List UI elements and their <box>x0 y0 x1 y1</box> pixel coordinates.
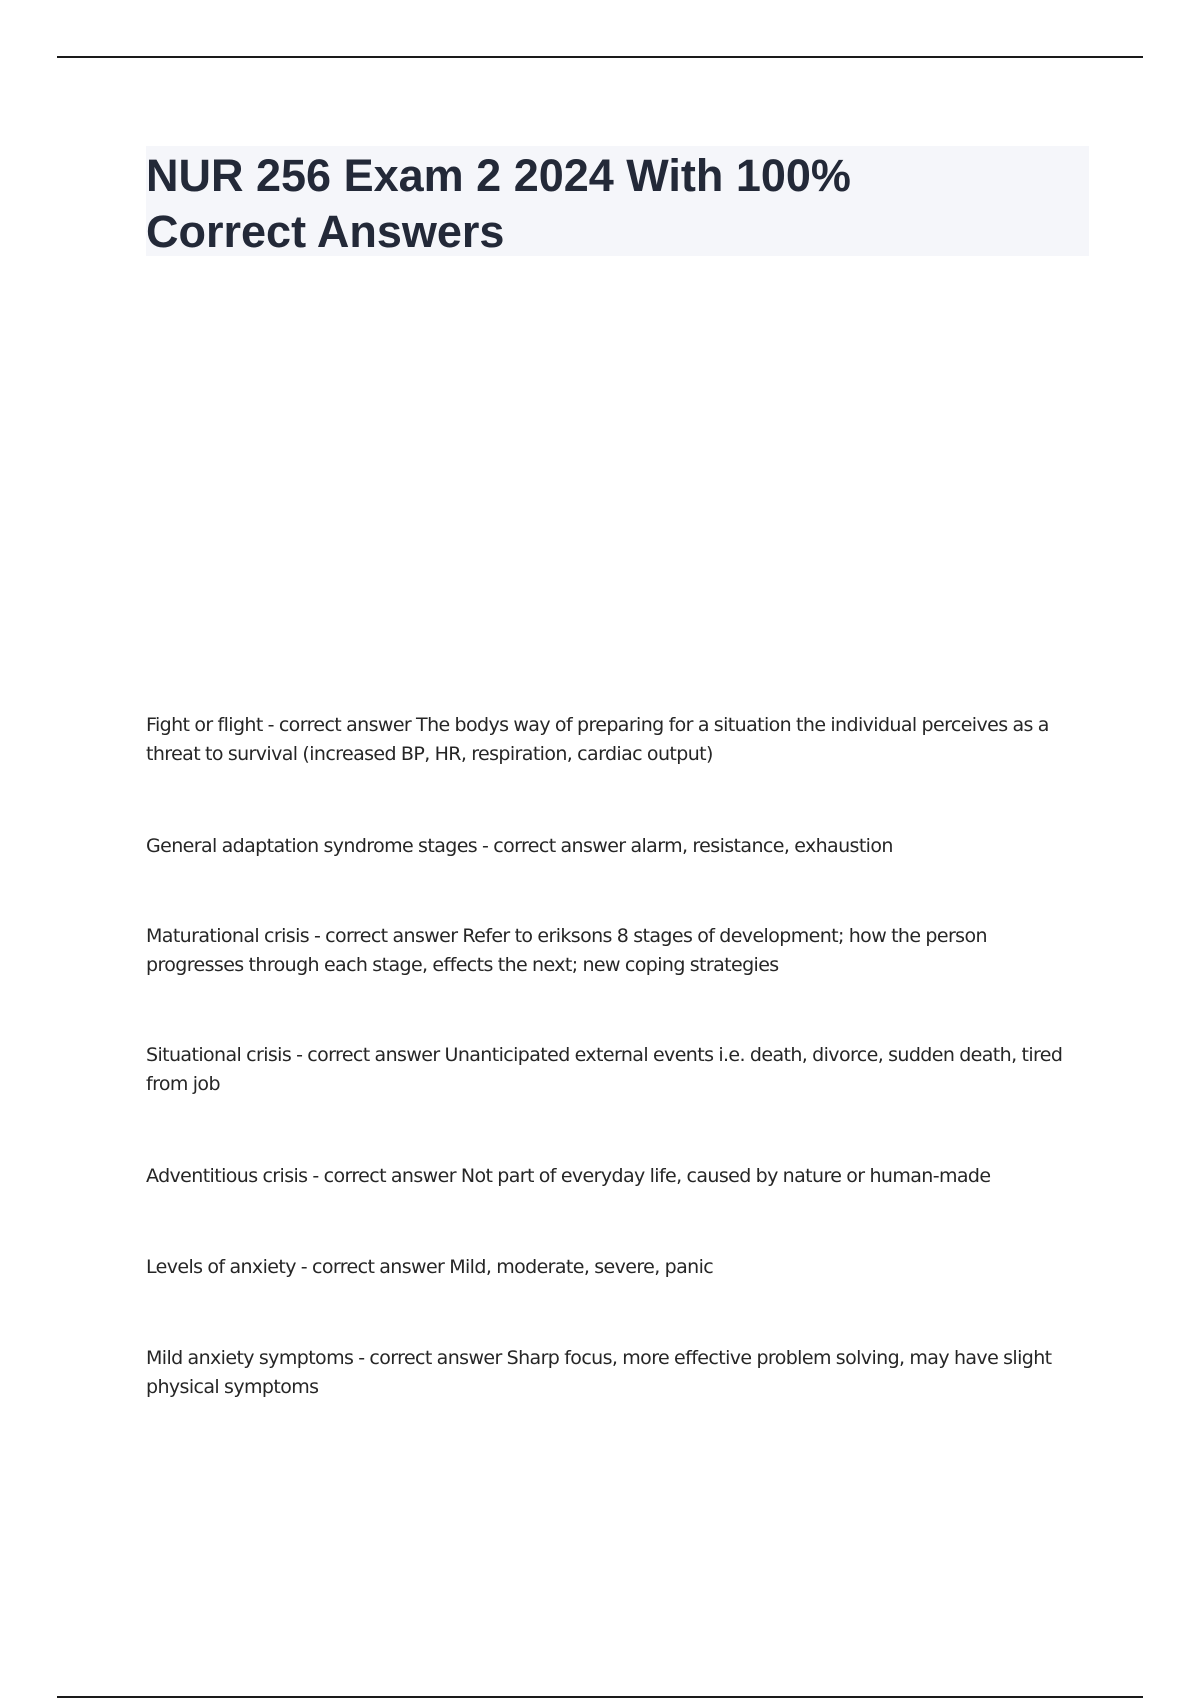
title-banner <box>146 146 1089 256</box>
qa-item-adventitious-crisis: Adventitious crisis - correct answer Not part of everyday life, caused by nature or human-made <box>146 1165 991 1187</box>
footer-rule <box>57 1696 1143 1698</box>
document-title: NUR 256 Exam 2 2024 With 100% Correct Answers <box>146 150 851 257</box>
qa-item-fight-or-flight: Fight or flight - correct answer The bodys way of preparing for a situation the individual perceives as a threat to survival (increased BP, HR, respiration, cardiac output) <box>146 714 1049 765</box>
header-rule <box>57 56 1143 58</box>
qa-item-mild-anxiety-symptoms: Mild anxiety symptoms - correct answer Sharp focus, more effective problem solving, may have slight physical symptoms <box>146 1347 1052 1398</box>
qa-item-situational-crisis: Situational crisis - correct answer Unanticipated external events i.e. death, divorce, sudden death, tired from job <box>146 1044 1063 1095</box>
qa-item-maturational-crisis: Maturational crisis - correct answer Refer to eriksons 8 stages of development; how the person progresses through each stage, effects the next; new coping strategies <box>146 925 987 976</box>
qa-item-levels-of-anxiety: Levels of anxiety - correct answer Mild, moderate, severe, panic <box>146 1256 714 1278</box>
qa-item-general-adaptation-syndrome: General adaptation syndrome stages - correct answer alarm, resistance, exhaustion <box>146 835 893 857</box>
